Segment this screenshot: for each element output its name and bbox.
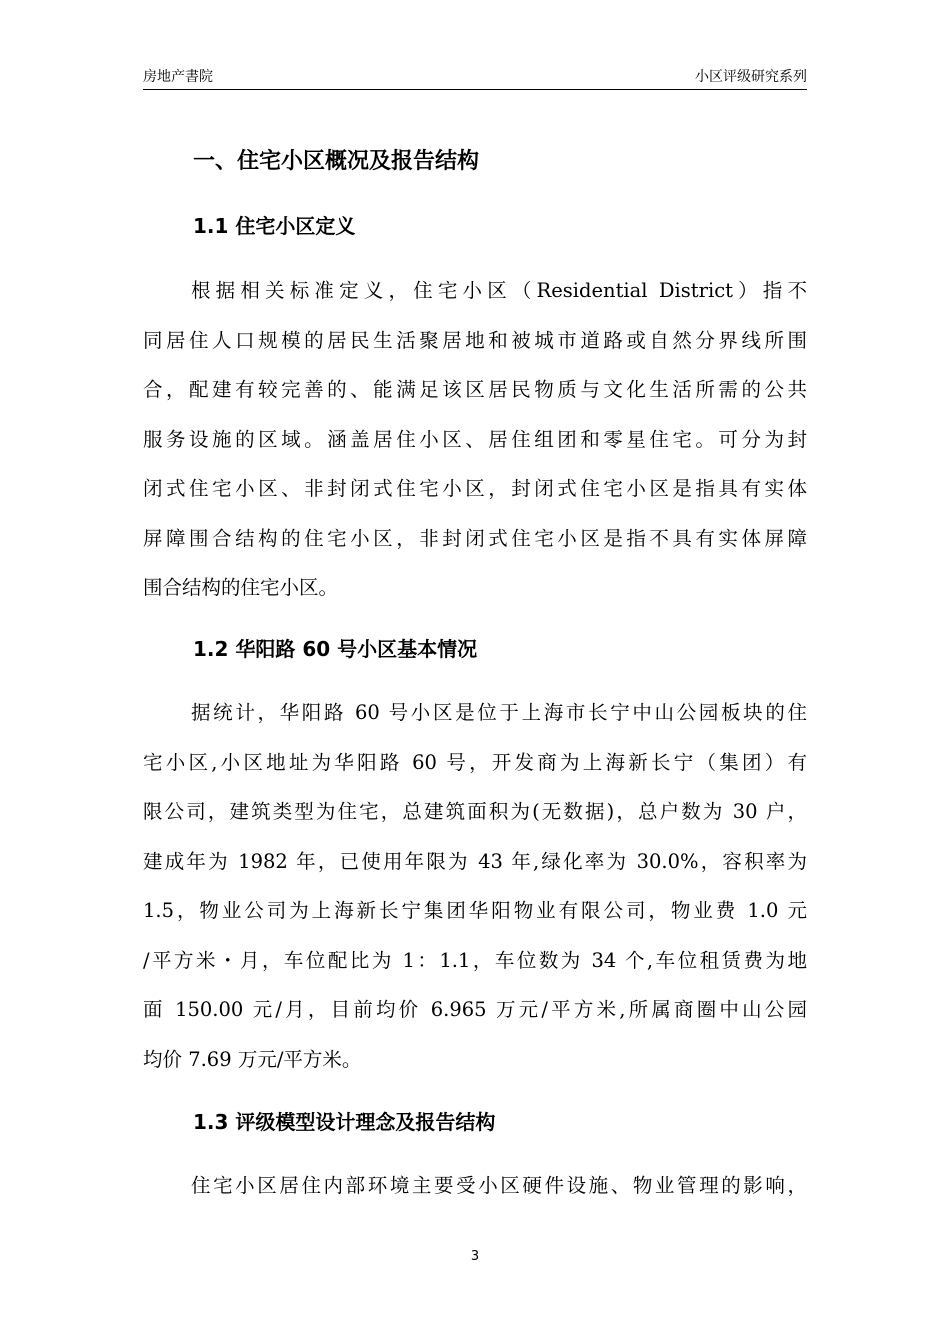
header-left-text: 房地产書院 <box>143 69 213 85</box>
header-right-text: 小区评级研究系列 <box>695 69 807 85</box>
paragraph-line: 宅小区,小区地址为华阳路 60 号，开发商为上海新长宁（集团）有 <box>143 750 807 774</box>
paragraph-line: 限公司，建筑类型为住宅，总建筑面积为(无数据)，总户数为 30 户， <box>143 800 807 823</box>
paragraph-line: 服务设施的区域。涵盖居住小区、居住组团和零星住宅。可分为封 <box>143 427 807 451</box>
section-1-1-paragraph <box>143 266 807 613</box>
section-1-3-title: 1.3 评级模型设计理念及报告结构 <box>193 1110 496 1134</box>
paragraph-line: 屏障围合结构的住宅小区，非封闭式住宅小区是指不具有实体屏障 <box>143 526 807 550</box>
paragraph-line: /平方米・月，车位配比为 1：1.1，车位数为 34 个,车位租赁费为地 <box>143 948 807 972</box>
section-1-3-paragraph <box>143 1161 807 1211</box>
paragraph-line: 围合结构的住宅小区。 <box>143 576 339 599</box>
paragraph-line: 住宅小区居住内部环境主要受小区硬件设施、物业管理的影响， <box>191 1174 807 1197</box>
paragraph-line: 1.5，物业公司为上海新长宁集团华阳物业有限公司，物业费 1.0 元 <box>143 899 807 922</box>
paragraph-line: 面 150.00 元/月，目前均价 6.965 万元/平方米,所属商圈中山公园 <box>143 998 807 1021</box>
section-1-2-title: 1.2 华阳路 60 号小区基本情况 <box>193 637 478 661</box>
header-divider <box>143 89 807 90</box>
chapter-title: 一、住宅小区概况及报告结构 <box>193 149 480 174</box>
paragraph-line: 同居住人口规模的居民生活聚居地和被城市道路或自然分界线所围 <box>143 328 807 352</box>
paragraph-line: 建成年为 1982 年，已使用年限为 43 年,绿化率为 30.0%，容积率为 <box>143 849 807 873</box>
paragraph-line: 据统计，华阳路 60 号小区是位于上海市长宁中山公园板块的住 <box>191 701 807 724</box>
paragraph-line: 合，配建有较完善的、能满足该区居民物质与文化生活所需的公共 <box>143 378 807 401</box>
section-1-1-title: 1.1 住宅小区定义 <box>193 214 356 238</box>
paragraph-line: 闭式住宅小区、非封闭式住宅小区，封闭式住宅小区是指具有实体 <box>143 477 807 500</box>
paragraph-line: 根据相关标准定义，住宅小区（Residential District）指不 <box>191 279 807 302</box>
section-1-2-paragraph <box>143 688 807 1084</box>
page-number: 3 <box>470 1249 480 1264</box>
paragraph-line: 均价 7.69 万元/平方米。 <box>143 1047 362 1071</box>
